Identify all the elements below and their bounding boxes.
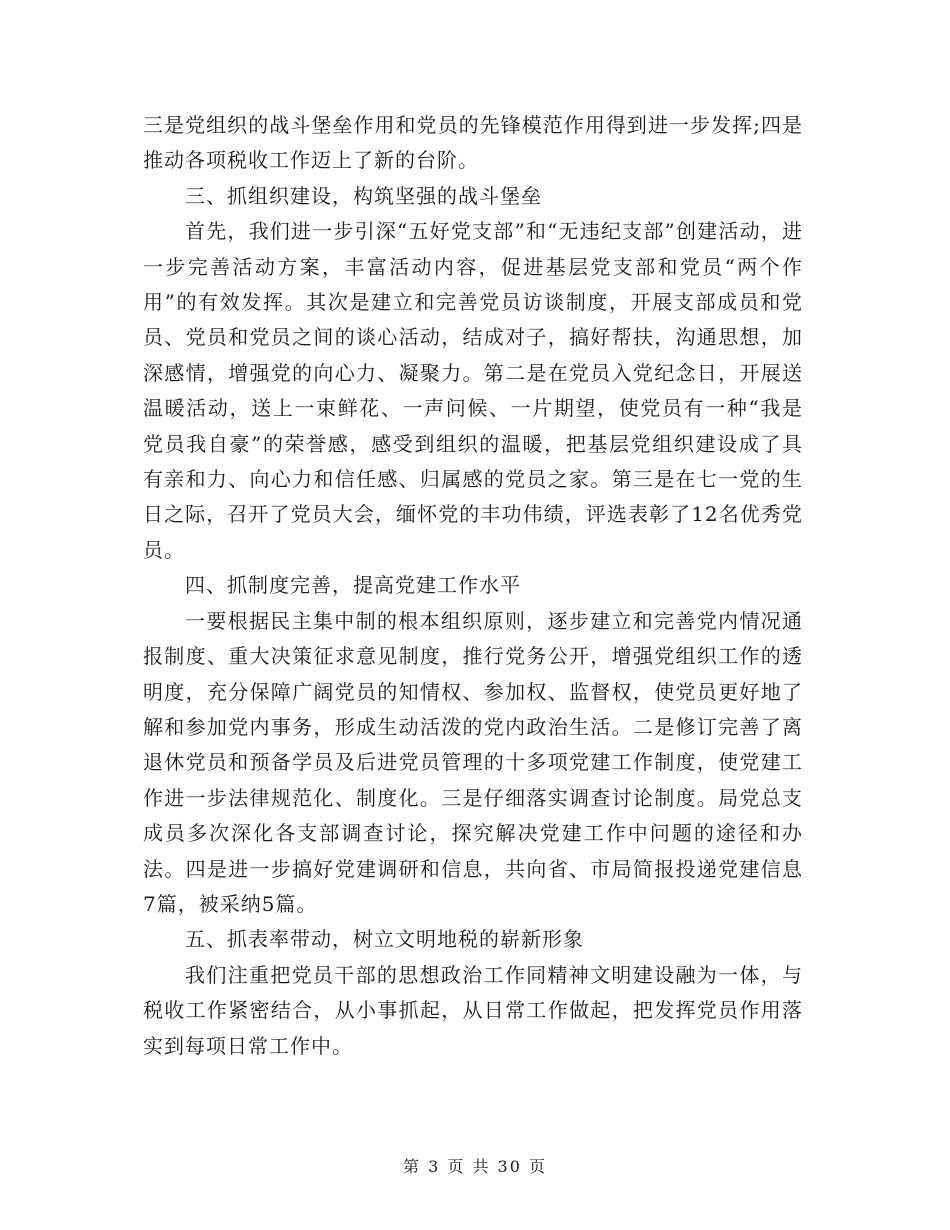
paragraph-organization: 首先，我们进一步引深“五好党支部”和“无违纪支部”创建活动，进一步完善活动方案，丰富活动内容，促进基层党支部和党员“两个作用”的有效发挥。其次是建立和完善党员访谈制度，开展支部成员和党员、党员和党员之间的谈心活动，结成对子，搞好帮扶，沟通思想，加深感情，增强党的向心力、凝聚力。第二是在党员入党纪念日，开展送温暖活动，送上一束鲜花、一声问候、一片期望，使党员有一种“我是党员我自豪”的荣誉感，感受到组织的温暖，把基层党组织建设成了具有亲和力、向心力和信任感、归属感的党员之家。第三是在七一党的生日之际，召开了党员大会，缅怀党的丰功伟绩，评选表彰了12名优秀党员。 <box>143 219 803 562</box>
section-heading-5: 五、抓表率带动，树立文明地税的崭新形象 <box>185 927 584 952</box>
paragraph-example: 我们注重把党员干部的思想政治工作同精神文明建设融为一体，与税收工作紧密结合，从小事抓起，从日常工作做起，把发挥党员作用落实到每项日常工作中。 <box>143 962 803 1058</box>
section-heading-3: 三、抓组织建设，构筑坚强的战斗堡垒 <box>185 183 542 208</box>
paragraph-system: 一要根据民主集中制的根本组织原则，逐步建立和完善党内情况通报制度、重大决策征求意见制度，推行党务公开，增强党组织工作的透明度，充分保障广阔党员的知情权、参加权、监督权，使党员更好地了解和参加党内事务，形成生动活泼的党内政治生活。二是修订完善了离退休党员和预备学员及后进党员管理的十多项党建工作制度，使党建工作进一步法律规范化、制度化。三是仔细落实调查讨论制度。局党总支成员多次深化各支部调查讨论，探究解决党建工作中问题的途径和办法。四是进一步搞好党建调研和信息，共向省、市局简报投递党建信息7篇，被采纳5篇。 <box>143 608 803 916</box>
page-number: 第 3 页 共 30 页 <box>403 1157 547 1176</box>
section-heading-4: 四、抓制度完善，提高党建工作水平 <box>185 573 521 598</box>
paragraph-continuation: 三是党组织的战斗堡垒作用和党员的先锋模范作用得到进一步发挥;四是推动各项税收工作迈上了新的台阶。 <box>143 113 803 173</box>
document-body <box>143 108 803 1064</box>
